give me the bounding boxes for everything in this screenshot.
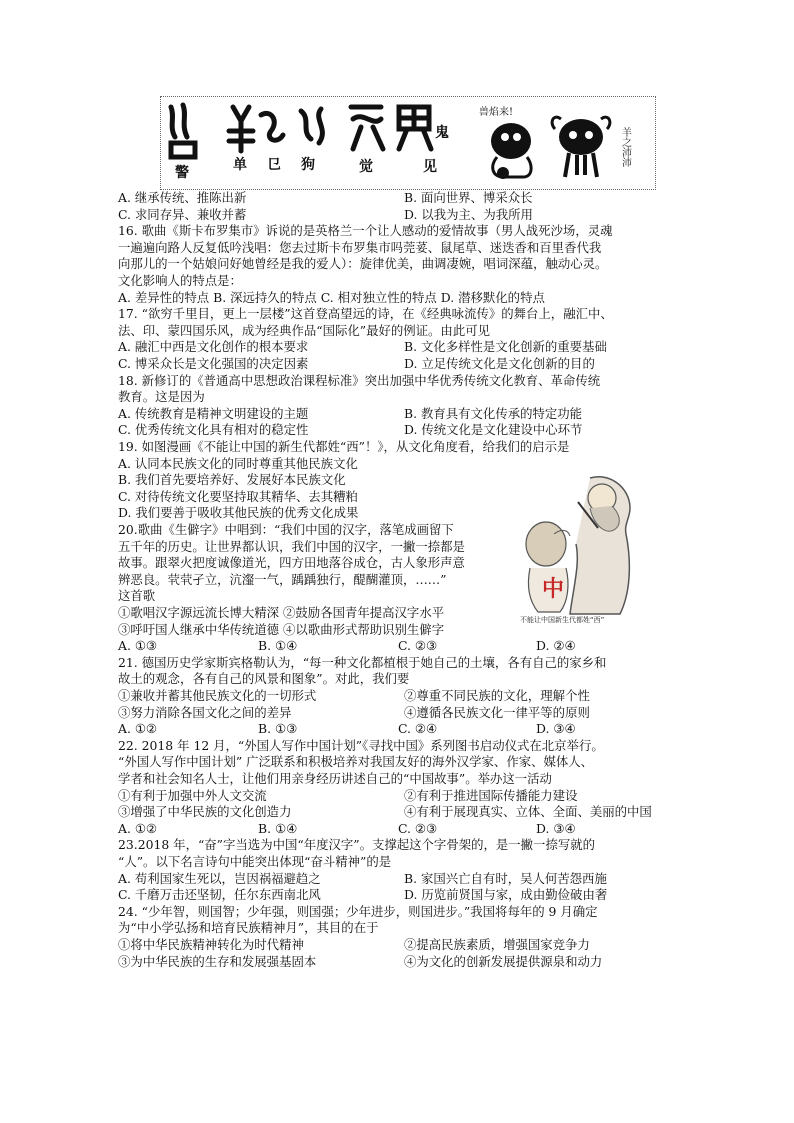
cartoon-animal-right [552, 117, 631, 177]
option-right: B. 面向世界、博采众长 [404, 190, 533, 205]
text-line: 故土的观念，各有自己的风景和图象”。对此，我们要 [118, 671, 410, 687]
text-line: A. 认同本民族文化的同时尊重其他民族文化 [118, 455, 358, 471]
option-left: ③为中华民族的生存和发展强基固本 [118, 953, 317, 969]
answer-choice: A. ①② [118, 820, 158, 836]
option-left: ③努力消除各国文化之间的差异 [118, 704, 292, 720]
option-left: C. 千磨万击还坚韧，任尔东西南北风 [118, 887, 321, 903]
option-left: C. 优秀传统文化具有相对的稳定性 [118, 422, 309, 438]
text-line: “人”。以下名言诗句中能突出体现“奋斗精神”的是 [118, 854, 392, 869]
text-line: 18. 新修订的《普通高中思想政治课程标准》突出加强中华优秀传统文化教育、革命传统 [118, 372, 601, 388]
option-left: C. 博采众长是文化强国的决定因素 [118, 356, 309, 371]
text-line: 文化影响人的特点是： [118, 273, 242, 288]
option-right: B. 教育具有文化传承的特定功能 [404, 405, 583, 421]
glyph-art-4 [351, 107, 383, 149]
text-line: 为“中小学弘扬和培育民族精神月”，其目的在于 [118, 920, 379, 936]
answer-choice: B. ①④ [258, 638, 298, 654]
text-line: 17. “欲穷千里目，更上一层楼”这首登高望远的诗，在《经典咏流传》的舞台上，融汇中、 [118, 306, 613, 322]
svg-text:兽焰来!: 兽焰来! [479, 107, 514, 118]
text-line: 一遍遍向路人反复低吟浅唱：您去过斯卡布罗集市吗莞荽、鼠尾草、迷迭香和百里香代我 [118, 239, 602, 255]
text-line: 教育。这是因为 [118, 389, 205, 405]
answer-choice: A. ①② [118, 721, 158, 737]
answer-choice: B. ①③ [258, 721, 298, 737]
option-left: C. 求同存异、兼收并蓄 [118, 206, 247, 222]
answer-choice: A. ①③ [118, 638, 158, 654]
glyph-caption-5: 觉 [359, 159, 373, 175]
option-left: ①有利于加强中外人文交流 [118, 787, 267, 803]
option-right: ②提高民族素质，增强国家竞争力 [404, 937, 590, 952]
cartoon-char: 中 [542, 576, 565, 602]
answer-choice: B. ①④ [258, 820, 298, 836]
answer-choice: D. ②④ [536, 638, 576, 654]
text-line: 辨恶良。茕茕孑立，沆瀣一气，踽踽独行，醍醐灌顶，……” [118, 571, 447, 587]
glyph-caption-3: 㔾 [267, 157, 281, 173]
cartoon-art [520, 468, 652, 628]
option-left: A. 传统教育是精神文明建设的主题 [118, 405, 309, 421]
glyph-caption-6: 见 [423, 159, 437, 175]
text-line: “外国人写作中国计划” 广泛联系和积极培养对我国友好的海外汉学家、作家、媒体人、 [118, 754, 594, 770]
text-line: 19. 如图漫画《不能让中国的新生代都姓“西”！》，从文化角度看，给我们的启示是 [118, 439, 570, 454]
text-line: 16. 歌曲《斯卡布罗集市》诉说的是英格兰一个让人感动的爱情故事（男人战死沙场，灵魂 [118, 223, 613, 239]
option-left: ①兼收并蓄其他民族文化的一切形式 [118, 688, 317, 703]
option-right: B. 家国兴亡自有时，吴人何苦怨西施 [404, 870, 607, 886]
text-line: 法、印、蒙四国乐风，成为经典作品“国际化”最好的例证。由此可见 [118, 322, 490, 338]
text-line: 24. “少年智，则国智；少年强，则国强；少年进步，则国进步。”我国将每年的 9 月确定 [118, 903, 598, 919]
glyph-caption-7: 鬼 [435, 125, 449, 141]
option-right: ②尊重不同民族的文化，理解个性 [404, 688, 590, 703]
text-line: 五千年的历史。让世界都认识，我们中国的汉字，一撇一捺都是 [118, 538, 465, 554]
glyph-art-2 [229, 107, 283, 151]
text-line: 学者和社会知名人士，让他们用亲身经历讲述自己的“中国故事”。举办这一活动 [118, 771, 552, 786]
text-line: 向那儿的一个姑娘问好她曾经是我的爱人）：旋律优美，曲调凄婉，唱词深蕴，触动心灵。 [118, 256, 608, 272]
answer-choice: D. ③④ [536, 721, 576, 737]
glyph-caption-4: 狗 [301, 157, 315, 173]
text-line: C. 对待传统文化要坚持取其精华、去其糟粕 [118, 488, 358, 504]
text-line: 21. 德国历史学家斯宾格勒认为，“每一种文化都植根于她自己的土壤，各有自己的家乡和 [118, 654, 607, 670]
option-right: D. 传统文化是文化建设中心环节 [404, 422, 583, 438]
text-line: 20.歌曲《生僻字》中唱到：“我们中国的汉字，落笔成画留下 [118, 522, 454, 537]
svg-text:羊之沛沛: 羊之沛沛 [619, 127, 631, 167]
text-line: 22. 2018 年 12 月，“外国人写作中国计划”《寻找中国》系列图书启动仪式在北京举行。 [118, 737, 604, 753]
option-left: ③增强了中华民族的文化创造力 [118, 804, 292, 820]
option-right: ④有利于展现真实、立体、全面、美丽的中国 [404, 804, 652, 820]
answer-choice: C. ②③ [398, 820, 438, 836]
cartoon-caption: 不能让中国新生代都姓“西” [520, 616, 605, 624]
ancient-glyph-banner [160, 96, 656, 190]
text-line: D. 我们要善于吸收其他民族的优秀文化成果 [118, 505, 359, 521]
option-left: A. 苟利国家生死以，岂因祸福避趋之 [118, 870, 321, 886]
option-right: ④遵循各民族文化一律平等的原则 [404, 704, 590, 720]
answer-choice: C. ②③ [398, 638, 438, 654]
option-left: A. 融汇中西是文化创作的根本要求 [118, 339, 309, 355]
option-right: D. 历览前贤国与家，成由勤俭破由奢 [404, 887, 608, 903]
cartoon-animal-left [479, 105, 531, 179]
text-line: ①歌唱汉字源远流长博大精深 ②鼓励各国青年提高汉字水平 [118, 605, 445, 620]
glyph-art-5 [399, 107, 431, 149]
option-right: B. 文化多样性是文化创新的重要基础 [404, 339, 607, 355]
glyph-caption-2: 单 [233, 157, 247, 173]
glyph-caption-1: 警 [175, 165, 189, 181]
option-left: ①将中华民族精神转化为时代精神 [118, 937, 304, 952]
option-right: ②有利于推进国际传播能力建设 [404, 787, 578, 803]
glyph-art-3 [301, 109, 322, 143]
glyph-banner-art [161, 97, 655, 189]
option-left: A. 继承传统、推陈出新 [118, 190, 247, 205]
cartoon-illustration [520, 468, 652, 628]
text-line: A. 差异性的特点 B. 深远持久的特点 C. 相对独立性的特点 D. 潜移默化的特点 [118, 289, 545, 305]
text-line: 故事。跟翠火把度诚像道光，四方田地落谷成仓，古人象形声意 [118, 555, 465, 571]
text-line: 这首歌 [118, 588, 156, 604]
option-right: D. 立足传统文化是文化创新的目的 [404, 356, 595, 371]
option-right: ④为文化的创新发展提供源泉和动力 [404, 953, 603, 969]
text-line: ③呼吁国人继承中华传统道德 ④以歌曲形式帮助识别生僻字 [118, 621, 445, 637]
option-right: D. 以我为主、为我所用 [404, 206, 533, 222]
text-line: 23.2018 年，“奋”字当选为中国“年度汉字”。支撑起这个字骨架的，是一撇一捺写就的 [118, 837, 596, 853]
answer-choice: D. ③④ [536, 820, 576, 836]
answer-choice: C. ②④ [398, 721, 438, 737]
text-line: B. 我们首先要培养好、发展好本民族文化 [118, 472, 346, 488]
glyph-art-1 [171, 105, 195, 157]
